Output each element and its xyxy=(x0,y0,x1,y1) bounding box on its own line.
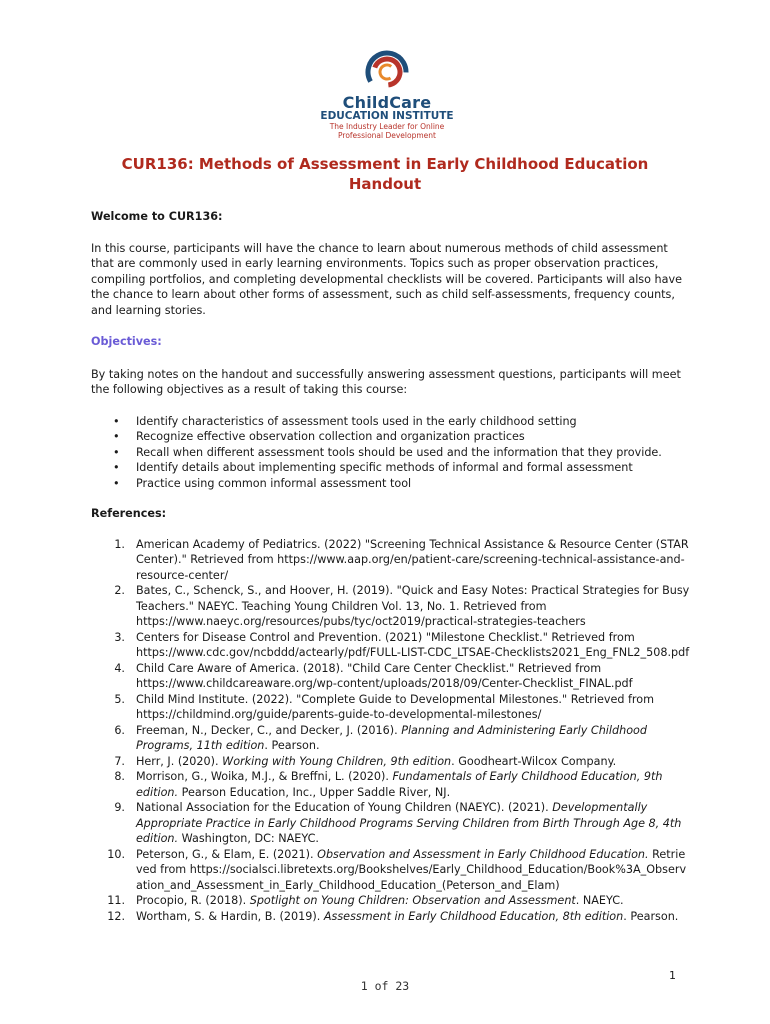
objective-text: Recall when different assessment tools should be used and the information that they provide. xyxy=(136,445,662,459)
references-heading: References: xyxy=(91,507,167,520)
reference-title: Planning and Administering Early Childhood Programs, 11th edition xyxy=(136,723,647,752)
objective-text: Recognize effective observation collection and organization practices xyxy=(136,430,525,443)
objective-text: Practice using common informal assessment tool xyxy=(136,476,412,490)
objective-text: Identify details about implementing specific methods of informal and formal assessment xyxy=(136,461,633,474)
reference-number: 1. xyxy=(114,537,125,551)
objectives-heading: Objectives: xyxy=(91,335,162,348)
reference-number: 2. xyxy=(114,584,125,597)
reference-number: 6. xyxy=(114,723,125,737)
reference-item xyxy=(91,630,691,661)
reference-text: Peterson, G., & Elam, E. (2021). xyxy=(136,847,318,861)
welcome-heading: Welcome to CUR136: xyxy=(91,210,223,223)
reference-text: Procopio, R. (2018). xyxy=(136,894,250,907)
reference-item xyxy=(91,769,691,800)
reference-number: 10. xyxy=(107,847,125,861)
bullet-icon: • xyxy=(113,445,120,459)
reference-text: Child Mind Institute. (2022). "Complete Guide to Developmental Milestones." Retrieved from https://childmind.org/guide/parents-guide-to-developmental-milestones/ xyxy=(136,692,655,721)
reference-title: Assessment in Early Childhood Education, 8th edition xyxy=(323,909,624,923)
reference-title: Fundamentals of Early Childhood Education, 9th edition. xyxy=(136,770,663,799)
logo-rings-icon xyxy=(358,48,416,94)
reference-title: Developmentally Appropriate Practice in Early Childhood Programs Serving Children from Birth Through Age 8, 4th edition. xyxy=(136,801,682,845)
reference-suffix: . Goodheart-Wilcox Company. xyxy=(451,754,617,768)
reference-item xyxy=(91,909,691,925)
reference-text: Bates, C., Schenck, S., and Hoover, H. (2019). "Quick and Easy Notes: Practical Strategies for Busy Teachers." NAEYC. Teaching Young Children Vol. 13, No. 1. Retrieved from https://www.naeyc.org/resources/pubs/tyc/oct2019/practical-strategies-teachers xyxy=(136,584,690,628)
bullet-icon: • xyxy=(113,476,120,490)
reference-text: Freeman, N., Decker, C., and Decker, J. (2016). xyxy=(136,723,402,737)
objective-item xyxy=(91,429,691,445)
page-number: 1 xyxy=(669,969,676,982)
reference-number: 4. xyxy=(114,661,125,675)
objective-item xyxy=(91,476,691,492)
objective-item xyxy=(91,445,691,461)
logo-tagline-line1: The Industry Leader for Online xyxy=(329,122,445,131)
references-list xyxy=(91,537,691,925)
logo-name-line2: EDUCATION INSTITUTE xyxy=(320,110,454,122)
intro-paragraph: In this course, participants will have the chance to learn about numerous methods of child assessment that are commonly used in early learning environments. Topics such as proper observation practices, compiling portfolios, and completing developmental checklists will be covered. Participants will also have the chance to learn about other forms of assessment, such as child self-assessments, frequency counts, and learning stories. xyxy=(91,241,682,317)
bullet-icon: • xyxy=(113,430,120,443)
reference-number: 12. xyxy=(107,909,125,923)
reference-text: Child Care Aware of America. (2018). "Child Care Center Checklist." Retrieved from https://www.childcareaware.org/wp-content/uploads/2018/09/Center-Checklist_FINAL.pdf xyxy=(136,661,633,690)
logo-tagline-line2: Professional Development xyxy=(338,131,436,140)
reference-suffix: . Pearson. xyxy=(623,909,679,923)
reference-item xyxy=(91,800,691,847)
objective-item xyxy=(91,460,691,476)
reference-number: 11. xyxy=(107,894,125,907)
reference-text: National Association for the Education of Young Children (NAEYC). (2021). xyxy=(136,801,553,814)
objectives-intro: By taking notes on the handout and successfully answering assessment questions, participants will meet the following objectives as a result of taking this course: xyxy=(91,367,681,396)
bullet-icon: • xyxy=(113,414,120,428)
reference-item xyxy=(91,583,691,630)
reference-item xyxy=(91,754,691,770)
reference-number: 9. xyxy=(114,801,125,814)
objective-text: Identify characteristics of assessment tools used in the early childhood setting xyxy=(136,414,577,428)
childcare-education-institute-logo xyxy=(312,48,462,156)
reference-item xyxy=(91,692,691,723)
reference-item xyxy=(91,893,691,909)
page-indicator: 1 of 23 xyxy=(360,979,410,993)
reference-text: Centers for Disease Control and Prevention. (2021) "Milestone Checklist." Retrieved from https://www.cdc.gov/ncbddd/actearly/pdf/FULL-LIST-CDC_LTSAE-Checklists2021_Eng_FNL2_508.pdf xyxy=(136,630,690,659)
document-body xyxy=(91,209,691,924)
reference-text: Herr, J. (2020). xyxy=(136,754,223,768)
objective-item xyxy=(91,414,691,430)
reference-number: 3. xyxy=(114,630,125,644)
reference-item xyxy=(91,847,691,894)
reference-number: 5. xyxy=(114,692,125,706)
objectives-list xyxy=(91,414,691,492)
document-title xyxy=(60,154,710,194)
reference-suffix: Washington, DC: NAEYC. xyxy=(178,832,319,845)
reference-item xyxy=(91,537,691,584)
reference-text: Wortham, S. & Hardin, B. (2019). xyxy=(136,909,324,923)
reference-item xyxy=(91,723,691,754)
reference-suffix: . Pearson. xyxy=(264,739,320,752)
title-line-2: Handout xyxy=(348,175,422,193)
reference-number: 7. xyxy=(114,754,125,768)
reference-title: Spotlight on Young Children: Observation and Assessment xyxy=(249,894,576,907)
reference-number: 8. xyxy=(114,770,125,783)
reference-text: Morrison, G., Woika, M.J., & Breffni, L. (2020). xyxy=(136,770,393,783)
reference-title: Working with Young Children, 9th edition xyxy=(222,754,452,768)
title-line-1: CUR136: Methods of Assessment in Early Childhood Education xyxy=(121,155,649,173)
reference-title: Observation and Assessment in Early Childhood Education. xyxy=(317,847,649,861)
reference-suffix: Pearson Education, Inc., Upper Saddle River, NJ. xyxy=(178,785,451,799)
reference-item xyxy=(91,661,691,692)
reference-text: American Academy of Pediatrics. (2022) "Screening Technical Assistance & Resource Center (STAR Center)." Retrieved from https://www.aap.org/en/patient-care/screening-technical-assistance-and-resource-center/ xyxy=(136,537,689,582)
bullet-icon: • xyxy=(113,461,120,474)
reference-suffix: . NAEYC. xyxy=(575,894,624,907)
reference-suffix: Retrieved from https://socialsci.libretexts.org/Bookshelves/Early_Childhood_Education/Book%3A_Observation_and_Assessment_in_Early_Childhood_Education_(Peterson_and_Elam) xyxy=(136,847,687,892)
logo-name-line1: ChildCare xyxy=(342,93,432,112)
